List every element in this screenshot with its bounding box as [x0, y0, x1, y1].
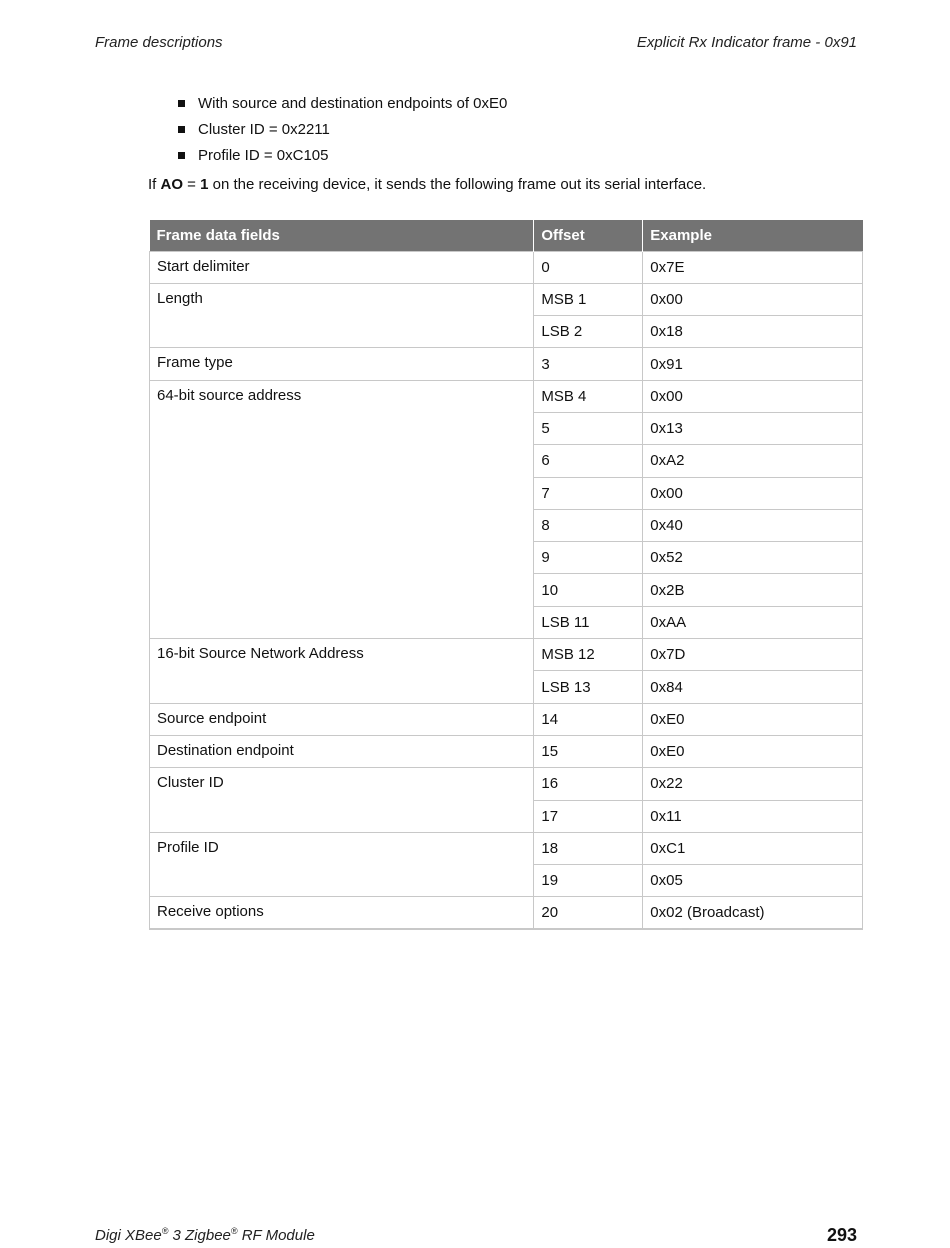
example-cell: 0x7D [643, 639, 863, 671]
bullet-list [178, 90, 507, 168]
field-cell: Start delimiter [150, 251, 534, 283]
example-cell: 0x40 [643, 509, 863, 541]
offset-cell: 16 [534, 768, 643, 800]
field-cell: Destination endpoint [150, 735, 534, 767]
field-cell: Cluster ID [150, 768, 534, 833]
registered-mark: ® [230, 1226, 238, 1236]
offset-cell: 18 [534, 832, 643, 864]
offset-cell: 9 [534, 542, 643, 574]
footer-text: RF Module [237, 1227, 315, 1244]
offset-cell: 3 [534, 348, 643, 380]
frame-data-table [149, 220, 863, 930]
example-cell: 0xE0 [643, 735, 863, 767]
offset-cell: 14 [534, 703, 643, 735]
intro-paragraph [148, 176, 706, 193]
running-header-title: Explicit Rx Indicator frame - 0x91 [636, 34, 857, 51]
example-cell: 0x02 (Broadcast) [643, 897, 863, 929]
table-row [150, 380, 863, 412]
header-frame-data-fields: Frame data fields [150, 220, 534, 251]
table-row [150, 768, 863, 800]
table-row [150, 703, 863, 735]
list-item [178, 142, 507, 168]
table-row [150, 251, 863, 283]
list-item [178, 116, 507, 142]
bullet-text: Profile ID = 0xC105 [198, 146, 329, 164]
bullet-text: Cluster ID = 0x2211 [198, 120, 330, 138]
footer-text: Digi XBee [95, 1227, 162, 1244]
field-cell: Frame type [150, 348, 534, 380]
intro-text: on the receiving device, it sends the following frame out its serial interface. [208, 176, 707, 193]
table-row [150, 735, 863, 767]
example-cell: 0x13 [643, 412, 863, 444]
offset-cell: 0 [534, 251, 643, 283]
example-cell: 0x91 [643, 348, 863, 380]
field-cell: Length [150, 283, 534, 348]
header-example: Example [643, 220, 863, 251]
offset-cell: LSB 13 [534, 671, 643, 703]
example-cell: 0xAA [643, 606, 863, 638]
intro-bold-value: 1 [200, 176, 209, 193]
page-number: 293 [826, 1225, 857, 1245]
intro-text: = [183, 176, 201, 193]
example-cell: 0x00 [643, 283, 863, 315]
offset-cell: MSB 12 [534, 639, 643, 671]
offset-cell: 20 [534, 897, 643, 929]
bullet-square-icon [178, 126, 185, 133]
list-item [178, 90, 507, 116]
offset-cell: 17 [534, 800, 643, 832]
example-cell: 0x52 [643, 542, 863, 574]
field-cell: Receive options [150, 897, 534, 929]
table-row [150, 897, 863, 929]
example-cell: 0x00 [643, 477, 863, 509]
example-cell: 0x7E [643, 251, 863, 283]
example-cell: 0x18 [643, 316, 863, 348]
field-cell: 64-bit source address [150, 380, 534, 638]
bullet-square-icon [178, 100, 185, 107]
intro-text: If [148, 176, 161, 193]
example-cell: 0xC1 [643, 832, 863, 864]
bullet-text: With source and destination endpoints of 0xE0 [198, 94, 508, 112]
footer-product-name [95, 1226, 315, 1244]
example-cell: 0x22 [643, 768, 863, 800]
table-header-row [150, 220, 863, 251]
example-cell: 0x2B [643, 574, 863, 606]
offset-cell: 6 [534, 445, 643, 477]
offset-cell: 15 [534, 735, 643, 767]
example-cell: 0xA2 [643, 445, 863, 477]
running-header-section: Frame descriptions [95, 34, 223, 51]
offset-cell: 7 [534, 477, 643, 509]
offset-cell: LSB 2 [534, 316, 643, 348]
table-row [150, 348, 863, 380]
offset-cell: 10 [534, 574, 643, 606]
intro-bold-ao: AO [160, 176, 184, 193]
field-cell: Profile ID [150, 832, 534, 897]
offset-cell: MSB 4 [534, 380, 643, 412]
table-row [150, 283, 863, 315]
offset-cell: 5 [534, 412, 643, 444]
table-row [150, 639, 863, 671]
example-cell: 0x05 [643, 865, 863, 897]
field-cell: Source endpoint [150, 703, 534, 735]
example-cell: 0xE0 [643, 703, 863, 735]
offset-cell: 19 [534, 865, 643, 897]
footer-text: 3 Zigbee [168, 1227, 231, 1244]
example-cell: 0x00 [643, 380, 863, 412]
example-cell: 0x84 [643, 671, 863, 703]
header-offset: Offset [534, 220, 643, 251]
bullet-square-icon [178, 152, 185, 159]
table-row [150, 832, 863, 864]
registered-mark: ® [161, 1226, 169, 1236]
offset-cell: 8 [534, 509, 643, 541]
field-cell: 16-bit Source Network Address [150, 639, 534, 704]
example-cell: 0x11 [643, 800, 863, 832]
offset-cell: LSB 11 [534, 606, 643, 638]
offset-cell: MSB 1 [534, 283, 643, 315]
